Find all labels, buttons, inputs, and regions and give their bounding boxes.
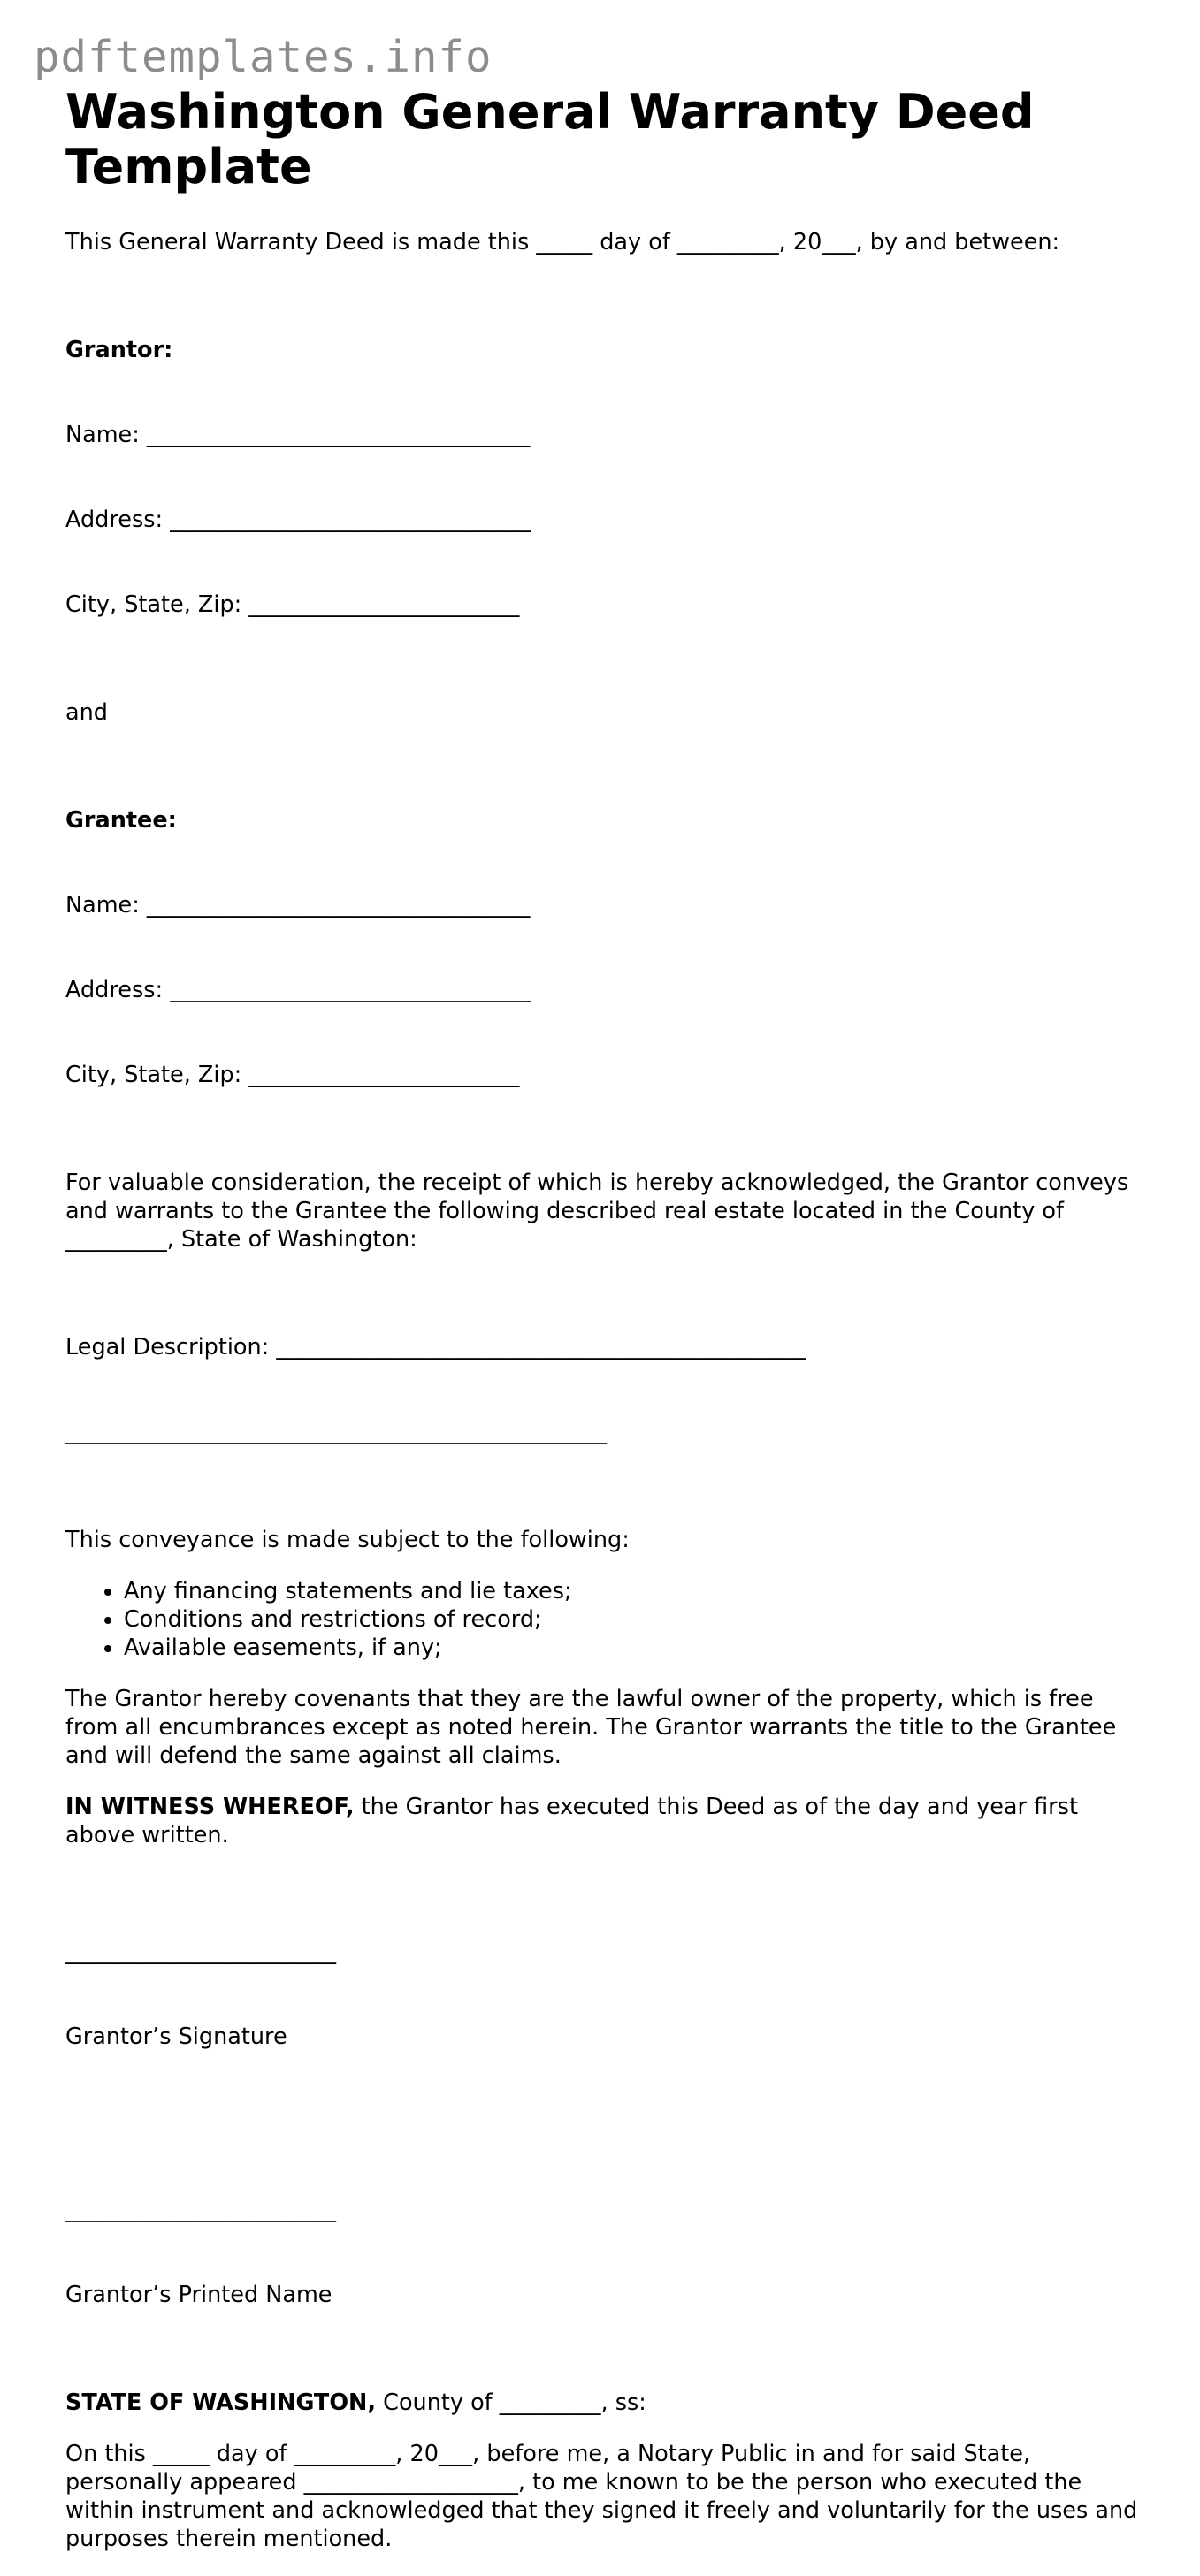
legal-description-line-1: Legal Description: _______________________________________________	[65, 1334, 806, 1360]
legal-description-section	[65, 1277, 1144, 1503]
state-text: County of _________, ss:	[376, 2389, 646, 2416]
list-item: • Available easements, if any;	[124, 1634, 1144, 1662]
grantor-address-field: Address: ________________________________	[65, 507, 531, 533]
grantee-city-field: City, State, Zip: ________________________	[65, 1062, 520, 1088]
watermark: pdftemplates.info	[34, 32, 493, 82]
signature-block	[65, 1881, 1144, 2107]
covenant-paragraph: The Grantor hereby covenants that they are the lawful owner of the property, which is free from all encumbrances except as noted herein. The Grantor warrants the title to the Grantee and will defend the same against all claims.	[65, 1686, 1124, 1769]
grantee-heading: Grantee:	[65, 807, 177, 834]
witness-paragraph	[65, 1793, 1144, 1849]
subject-to-paragraph: This conveyance is made subject to the following:	[65, 1527, 630, 1553]
grantor-section	[65, 279, 1144, 675]
witness-bold-text: IN WITNESS WHEREOF,	[65, 1794, 355, 1820]
page-title: Washington General Warranty Deed Template	[65, 84, 1035, 194]
printed-name-line: ________________________	[65, 2197, 336, 2223]
printed-name-label: Grantor’s Printed Name	[65, 2282, 332, 2308]
grantor-city-field: City, State, Zip: ________________________	[65, 591, 520, 618]
list-item: • Conditions and restrictions of record;	[124, 1605, 1144, 1634]
state-bold-text: STATE OF WASHINGTON,	[65, 2389, 377, 2416]
consideration-paragraph: For valuable consideration, the receipt of which is hereby acknowledged, the Grantor conveys and warrants to the Grantee the following described real estate located in the County of _________, State of Washington:	[65, 1170, 1136, 1253]
state-paragraph	[65, 2389, 1144, 2417]
witness-text: the Grantor has executed this Deed as of the day and year first above written.	[65, 1794, 1086, 1848]
grantee-address-field: Address: ________________________________	[65, 977, 531, 1003]
and-text: and	[65, 699, 108, 726]
legal-description-line-2: ________________________________________________	[65, 1419, 607, 1445]
grantee-section	[65, 750, 1144, 1146]
signature-label: Grantor’s Signature	[65, 2023, 287, 2050]
list-item: • Any financing statements and lie taxes;	[124, 1577, 1144, 1605]
grantor-heading: Grantor:	[65, 337, 173, 363]
intro-paragraph: This General Warranty Deed is made this _____ day of _________, 20___, by and between:	[65, 229, 1060, 255]
signature-line: ________________________	[65, 1939, 336, 1965]
printed-name-block	[65, 2139, 1144, 2366]
grantor-name-field: Name: __________________________________	[65, 422, 531, 448]
grantee-name-field: Name: __________________________________	[65, 892, 531, 918]
document-page	[65, 85, 1144, 2576]
notary-paragraph: On this _____ day of _________, 20___, before me, a Notary Public in and for said State, personally appeared ___________________, to me known to be the person who executed the within instrument and acknowledged that they signed it freely and voluntarily for the uses and purposes therein mentioned.	[65, 2441, 1145, 2552]
conditions-list	[65, 1577, 1144, 1662]
